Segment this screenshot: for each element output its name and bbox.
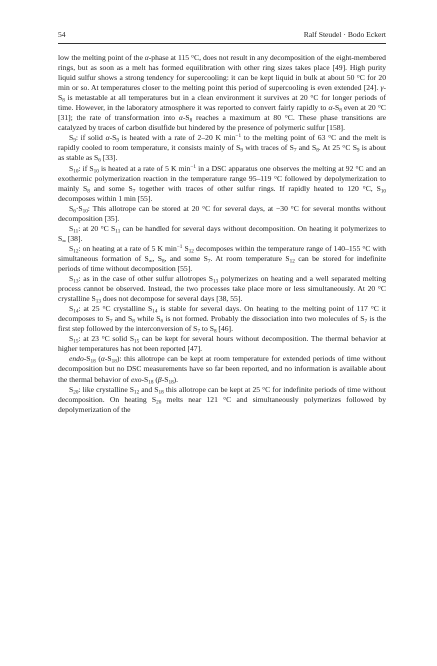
paragraph-s11 xyxy=(58,224,386,244)
paragraph-text: endo-$S_{18}$ $(\alpha-S_{18})$: this allotrope can be kept at room temperature for extended periods of time without decomposition but no DSC measurements have so far been reported, and no information is available about the thermal behavior of exo-$S_{18}$ $(\beta-S_{18})$. xyxy=(58,354,386,385)
paragraph-s15 xyxy=(58,334,386,354)
paragraph-text: $S_{14}$: at 25 °C crystalline $S_{14}$ is stable for several days. On heating to the melting point of 117 °C it decomposes to $S_7$ and $S_8$ while $S_6$ is not formed. Probably the dissociation into two molecules of $S_7$ is the first step followed by the interconversion of $S_7$ to $S_8$ [46]. xyxy=(58,304,386,335)
paragraph-s20 xyxy=(58,385,386,415)
paragraph-s9 xyxy=(58,133,386,163)
running-header xyxy=(58,29,386,41)
paragraph-s8 xyxy=(58,53,386,133)
paragraph-text: $S_{10}$: if $S_{10}$ is heated at a rate of 5 K $\min^{-1}$ in a DSC apparatus one observes the melting at 92 °C and an exothermic polymerization reaction in the temperature range 95–119 °C followed by depolymerization to mainly $S_8$ and some $S_7$ together with traces of other sulfur rings. If rapidly heated to 120 °C, $S_{10}$ decomposes within 1 min [55]. xyxy=(58,163,386,203)
paragraph-text: $S_{13}$: as in the case of other sulfur allotropes $S_{13}$ polymerizes on heating and a well separated melting process cannot be observed. Instead, the two processes take place more or less simultaneously. At 20 °C crystalline $S_{13}$ does not decompose for several days [38, 55]. xyxy=(58,274,386,305)
paragraph-text: $S_9$: if solid $\alpha-S_9$ is heated with a rate of 2–20 K $\min^{-1}$ to the melting point of 63 °C and the melt is rapidly cooled to room temperature, it consists mainly of $S_9$ with traces of $S_7$ and $S_8$. At 25 °C $S_9$ is about as stable as $S_6$ [33]. xyxy=(58,133,387,164)
body-text xyxy=(58,53,386,415)
paragraph-s10 xyxy=(58,164,386,204)
paragraph-text: $S_{11}$: at 20 °C $S_{11}$ can be handled for several days without decomposition. On heating it polymerizes to $S_\infty$ [38]. xyxy=(58,223,387,245)
paragraph-s18 xyxy=(58,354,386,384)
page-number: 54 xyxy=(58,30,66,39)
paragraph-s6-s10 xyxy=(58,204,386,224)
paragraph-s13 xyxy=(58,274,386,304)
paragraph-s12 xyxy=(58,244,386,274)
paragraph-text: $S_{15}$: at 23 °C solid $S_{15}$ can be kept for several hours without decomposition. The thermal behavior at higher temperatures has not been reported [47]. xyxy=(58,334,386,354)
header-rule xyxy=(58,43,386,44)
running-authors: Ralf Steudel · Bodo Eckert xyxy=(303,30,386,39)
paragraph-text: $S_6\cdot S_{10}$: This allotrope can be stored at 20 °C for several days, at −30 °C for several months without decomposition [35]. xyxy=(58,203,386,223)
paragraph-text: low the melting point of the α-phase at 115 °C, does not result in any decomposition of the eight-membered rings, but as soon as a melt has formed equilibration with other ring sizes takes place [49]. High purity liquid sulfur shows a strong tendency for supercooling: it can be kept liquid in bulk at about 50 °C for 20 min or so. At temperatures closer to the melting point this period of supercooling is even extended [24]. $\gamma-S_8$ is metastable at all temperatures but in a clean environment it survives at 20 °C for longer periods of time. However, in the laboratory atmosphere it was reported to convert fairly rapidly to $\alpha-S_8$ even at 20 °C [31]; the rate of transformation into $\alpha-S_8$ reaches a maximum at 80 °C. These phase transitions are catalyzed by traces of carbon disulfide but hindered by the presence of polymeric sulfur [158]. xyxy=(58,53,387,133)
paragraph-s14 xyxy=(58,304,386,334)
paragraph-text: $S_{12}$: on heating at a rate of 5 K $\min^{-1} S_{12}$ decomposes within the temperature range of 140–155 °C with simultaneous formation of $S_\infty$, $S_8$, and some $S_7$. At room temperature $S_{12}$ can be stored for indefinite periods of time without decomposition [55]. xyxy=(58,243,387,273)
paragraph-text: $S_{20}$: like crystalline $S_{12}$ and $S_{18}$ this allotrope can be kept at 25 °C for indefinite periods of time without decomposition. On heating $S_{20}$ melts near 121 °C and simultaneously polymerizes followed by depolymerization of the xyxy=(58,384,387,414)
